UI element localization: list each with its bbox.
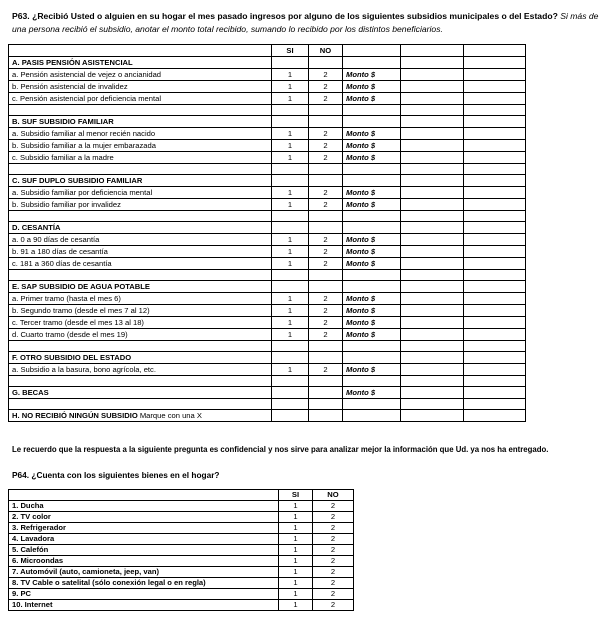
- blank-cell: [464, 399, 526, 410]
- si-code[interactable]: 1: [272, 128, 309, 140]
- table-row: [9, 293, 526, 305]
- blank-cell: [272, 57, 309, 69]
- blank-cell: [464, 222, 526, 234]
- no-subsidy-label: H. NO RECIBIÓ NINGÚN SUBSIDIO: [12, 410, 138, 420]
- section-title: C. SUF DUPLO SUBSIDIO FAMILIAR: [9, 175, 272, 187]
- goods-item-label: 6. Microondas: [9, 556, 279, 567]
- table-row: [9, 364, 526, 376]
- no-code[interactable]: 2: [313, 567, 354, 578]
- no-subsidy-cell: [9, 410, 272, 422]
- si-code[interactable]: 1: [272, 246, 309, 258]
- si-code[interactable]: 1: [279, 578, 313, 589]
- no-code[interactable]: 2: [309, 140, 343, 152]
- blank-cell: [9, 270, 272, 281]
- monto-input-cell[interactable]: [401, 140, 464, 152]
- monto-input-cell[interactable]: [401, 329, 464, 341]
- si-code[interactable]: 1: [279, 523, 313, 534]
- blank-cell: [464, 105, 526, 116]
- blank-cell: [9, 211, 272, 222]
- blank-cell: [272, 175, 309, 187]
- blank-cell: [401, 341, 464, 352]
- si-code[interactable]: 1: [272, 140, 309, 152]
- si-code[interactable]: 1: [272, 234, 309, 246]
- blank-cell: [464, 211, 526, 222]
- subsidy-label: c. Pensión asistencial por deficiencia mental: [9, 93, 272, 105]
- blank-cell: [464, 341, 526, 352]
- si-code[interactable]: 1: [279, 545, 313, 556]
- blank-cell: [464, 164, 526, 175]
- extra-cell[interactable]: [464, 69, 526, 81]
- blank-cell: [9, 105, 272, 116]
- monto-label: Monto $: [343, 293, 401, 305]
- blank-cell: [309, 222, 343, 234]
- question-63: [12, 10, 604, 36]
- si-code[interactable]: 1: [279, 567, 313, 578]
- si-code[interactable]: 1: [272, 293, 309, 305]
- monto-input-cell[interactable]: [401, 293, 464, 305]
- blank-cell: [343, 105, 401, 116]
- blank-cell: [401, 410, 464, 422]
- table-row: [9, 81, 526, 93]
- table-row: [9, 317, 526, 329]
- no-code[interactable]: 2: [309, 258, 343, 270]
- table-header-row: [9, 45, 526, 57]
- section-title-row: [9, 352, 526, 364]
- blank-cell: [309, 116, 343, 128]
- si-code[interactable]: 1: [272, 317, 309, 329]
- subsidy-label: b. Subsidio familiar por invalidez: [9, 199, 272, 211]
- si-code[interactable]: 1: [272, 81, 309, 93]
- si-code[interactable]: 1: [272, 258, 309, 270]
- section-title-row: [9, 175, 526, 187]
- si-code[interactable]: 1: [279, 556, 313, 567]
- monto-label: Monto $: [343, 187, 401, 199]
- monto-input-cell[interactable]: [401, 317, 464, 329]
- household-goods-table: [8, 489, 354, 611]
- extra-cell[interactable]: [464, 258, 526, 270]
- subsidy-label: b. Segundo tramo (desde el mes 7 al 12): [9, 305, 272, 317]
- extra-cell[interactable]: [464, 152, 526, 164]
- blank-cell: [272, 222, 309, 234]
- subsidy-label: a. Subsidio a la basura, bono agrícola, etc.: [9, 364, 272, 376]
- blank-cell: [464, 116, 526, 128]
- blank-cell: [464, 270, 526, 281]
- header-blank-cell: [343, 45, 401, 57]
- blank-cell: [343, 175, 401, 187]
- blank-cell: [401, 211, 464, 222]
- goods-item-label: 3. Refrigerador: [9, 523, 279, 534]
- subsidy-label: a. Pensión asistencial de vejez o ancianidad: [9, 69, 272, 81]
- header-blank-cell: [9, 45, 272, 57]
- spacer-row: [9, 164, 526, 175]
- section-title: B. SUF SUBSIDIO FAMILIAR: [9, 116, 272, 128]
- table-row: [9, 567, 354, 578]
- extra-cell[interactable]: [464, 93, 526, 105]
- table-row: [9, 152, 526, 164]
- monto-label: Monto $: [343, 81, 401, 93]
- monto-input-cell[interactable]: [401, 258, 464, 270]
- monto-input-cell[interactable]: [401, 187, 464, 199]
- blank-cell: [309, 399, 343, 410]
- subsidy-label: d. Cuarto tramo (desde el mes 19): [9, 329, 272, 341]
- header-si: SI: [279, 490, 313, 501]
- subsidy-label: a. 0 a 90 días de cesantía: [9, 234, 272, 246]
- blank-cell: [401, 399, 464, 410]
- extra-cell[interactable]: [464, 387, 526, 399]
- blank-cell: [464, 57, 526, 69]
- spacer-row: [9, 399, 526, 410]
- spacer-row: [9, 341, 526, 352]
- monto-label: Monto $: [343, 258, 401, 270]
- blank-cell: [464, 410, 526, 422]
- blank-cell: [272, 399, 309, 410]
- becas-row: [9, 387, 526, 399]
- no-code[interactable]: 2: [309, 69, 343, 81]
- monto-input-cell[interactable]: [401, 246, 464, 258]
- section-title-row: [9, 281, 526, 293]
- no-code[interactable]: 2: [309, 305, 343, 317]
- no-code[interactable]: 2: [313, 589, 354, 600]
- extra-cell[interactable]: [464, 199, 526, 211]
- no-code[interactable]: 2: [313, 523, 354, 534]
- monto-label: Monto $: [343, 199, 401, 211]
- blank-cell[interactable]: [272, 387, 309, 399]
- monto-label: Monto $: [343, 93, 401, 105]
- no-code[interactable]: 2: [309, 152, 343, 164]
- blank-cell: [309, 410, 343, 422]
- no-code[interactable]: 2: [309, 329, 343, 341]
- subsidy-label: b. Subsidio familiar a la mujer embarazada: [9, 140, 272, 152]
- blank-cell: [401, 175, 464, 187]
- section-title: A. PASIS PENSIÓN ASISTENCIAL: [9, 57, 272, 69]
- no-code[interactable]: 2: [313, 578, 354, 589]
- spacer-row: [9, 376, 526, 387]
- blank-cell: [9, 376, 272, 387]
- blank-cell: [401, 116, 464, 128]
- blank-cell: [343, 399, 401, 410]
- goods-item-label: 5. Calefón: [9, 545, 279, 556]
- table-row: [9, 258, 526, 270]
- monto-input-cell[interactable]: [401, 69, 464, 81]
- question-63-instruction: Si más de una persona recibió el subsidio, anotar el monto total recibido, sumando lo recibido por los distintos beneficiarios.: [12, 11, 599, 34]
- si-code[interactable]: 1: [279, 512, 313, 523]
- si-code[interactable]: 1: [272, 69, 309, 81]
- subsidy-label: c. Subsidio familiar a la madre: [9, 152, 272, 164]
- goods-item-label: 8. TV Cable o satelital (sólo conexión legal o en regla): [9, 578, 279, 589]
- si-code[interactable]: 1: [279, 589, 313, 600]
- header-no: NO: [313, 490, 354, 501]
- subsidy-label: a. Subsidio familiar por deficiencia mental: [9, 187, 272, 199]
- table-header-row: [9, 490, 354, 501]
- monto-label: Monto $: [343, 69, 401, 81]
- subsidy-label: c. 181 a 360 días de cesantía: [9, 258, 272, 270]
- subsidies-table: [8, 44, 526, 422]
- extra-cell[interactable]: [464, 81, 526, 93]
- goods-item-label: 1. Ducha: [9, 501, 279, 512]
- no-code[interactable]: 2: [309, 199, 343, 211]
- section-title: E. SAP SUBSIDIO DE AGUA POTABLE: [9, 281, 272, 293]
- no-code[interactable]: 2: [309, 293, 343, 305]
- table-row: [9, 534, 354, 545]
- extra-cell[interactable]: [464, 305, 526, 317]
- blank-cell: [464, 281, 526, 293]
- goods-item-label: 10. Internet: [9, 600, 279, 611]
- blank-cell: [343, 211, 401, 222]
- blank-cell: [401, 222, 464, 234]
- monto-input-cell[interactable]: [401, 81, 464, 93]
- blank-cell: [464, 352, 526, 364]
- blank-cell: [309, 164, 343, 175]
- extra-cell[interactable]: [464, 140, 526, 152]
- table-row: [9, 501, 354, 512]
- extra-cell[interactable]: [464, 234, 526, 246]
- si-code[interactable]: 1: [272, 305, 309, 317]
- no-code[interactable]: 2: [309, 317, 343, 329]
- blank-cell: [401, 270, 464, 281]
- monto-input-cell[interactable]: [401, 128, 464, 140]
- table-row: [9, 93, 526, 105]
- monto-label: Monto $: [343, 152, 401, 164]
- blank-cell: [309, 270, 343, 281]
- table-row: [9, 329, 526, 341]
- header-no: NO: [309, 45, 343, 57]
- monto-input-cell[interactable]: [401, 152, 464, 164]
- blank-cell: [309, 281, 343, 293]
- question-64-code: P64.: [12, 470, 30, 480]
- section-title-row: [9, 116, 526, 128]
- monto-label: Monto $: [343, 246, 401, 258]
- extra-cell[interactable]: [464, 246, 526, 258]
- table-row: [9, 128, 526, 140]
- blank-cell: [464, 376, 526, 387]
- blank-cell: [9, 164, 272, 175]
- header-blank-cell: [9, 490, 279, 501]
- monto-label: Monto $: [343, 329, 401, 341]
- no-code[interactable]: 2: [309, 246, 343, 258]
- no-code[interactable]: 2: [313, 600, 354, 611]
- blank-cell: [272, 352, 309, 364]
- subsidy-label: c. Tercer tramo (desde el mes 13 al 18): [9, 317, 272, 329]
- no-code[interactable]: 2: [309, 81, 343, 93]
- header-blank-cell: [401, 45, 464, 57]
- question-63-code: P63.: [12, 11, 30, 21]
- monto-input-cell[interactable]: [401, 199, 464, 211]
- extra-cell[interactable]: [464, 187, 526, 199]
- no-code[interactable]: 2: [309, 364, 343, 376]
- blank-cell: [343, 341, 401, 352]
- blank-cell: [343, 116, 401, 128]
- monto-input-cell[interactable]: [401, 234, 464, 246]
- blank-cell: [272, 341, 309, 352]
- no-code[interactable]: 2: [313, 534, 354, 545]
- blank-cell: [343, 57, 401, 69]
- question-64: [12, 470, 220, 480]
- header-blank-cell: [464, 45, 526, 57]
- no-code[interactable]: 2: [309, 187, 343, 199]
- mark-cell[interactable]: [272, 410, 309, 422]
- extra-cell[interactable]: [464, 128, 526, 140]
- table-row: [9, 589, 354, 600]
- subsidy-label: a. Subsidio familiar al menor recién nacido: [9, 128, 272, 140]
- blank-cell: [309, 105, 343, 116]
- header-si: SI: [272, 45, 309, 57]
- monto-label: Monto $: [343, 364, 401, 376]
- blank-cell: [401, 352, 464, 364]
- confidentiality-note: Le recuerdo que la respuesta a la siguiente pregunta es confidencial y nos sirve para analizar mejor la información que Ud. ya nos ha entregado.: [12, 445, 549, 454]
- subsidy-label: b. 91 a 180 días de cesantía: [9, 246, 272, 258]
- table-row: [9, 600, 354, 611]
- blank-cell: [9, 341, 272, 352]
- question-63-text: ¿Recibió Usted o alguien en su hogar el mes pasado ingresos por alguno de los siguientes subsidios municipales o del Estado?: [32, 11, 558, 21]
- table-row: [9, 523, 354, 534]
- si-code[interactable]: 1: [272, 199, 309, 211]
- no-code[interactable]: 2: [313, 556, 354, 567]
- no-code[interactable]: 2: [309, 93, 343, 105]
- goods-item-label: 9. PC: [9, 589, 279, 600]
- monto-label: Monto $: [343, 387, 401, 399]
- si-code[interactable]: 1: [272, 187, 309, 199]
- table-row: [9, 234, 526, 246]
- monto-input-cell[interactable]: [401, 305, 464, 317]
- blank-cell: [309, 211, 343, 222]
- blank-cell: [464, 175, 526, 187]
- table-row: [9, 545, 354, 556]
- extra-cell[interactable]: [464, 317, 526, 329]
- question-64-text: ¿Cuenta con los siguientes bienes en el hogar?: [31, 470, 220, 480]
- blank-cell: [309, 352, 343, 364]
- si-code[interactable]: 1: [279, 534, 313, 545]
- monto-label: Monto $: [343, 234, 401, 246]
- blank-cell: [343, 352, 401, 364]
- no-code[interactable]: 2: [313, 501, 354, 512]
- blank-cell: [343, 281, 401, 293]
- no-code[interactable]: 2: [313, 545, 354, 556]
- section-title-row: [9, 222, 526, 234]
- monto-input-cell[interactable]: [401, 387, 464, 399]
- blank-cell: [401, 281, 464, 293]
- blank-cell: [309, 341, 343, 352]
- blank-cell: [309, 376, 343, 387]
- extra-cell[interactable]: [464, 329, 526, 341]
- table-row: [9, 578, 354, 589]
- si-code[interactable]: 1: [279, 501, 313, 512]
- no-code[interactable]: 2: [309, 234, 343, 246]
- becas-label: G. BECAS: [9, 387, 272, 399]
- si-code[interactable]: 1: [279, 600, 313, 611]
- blank-cell: [401, 57, 464, 69]
- table-row: [9, 199, 526, 211]
- no-subsidy-instruction: Marque con una X: [139, 410, 202, 420]
- blank-cell: [272, 211, 309, 222]
- table-row: [9, 512, 354, 523]
- blank-cell: [272, 376, 309, 387]
- section-title-row: [9, 57, 526, 69]
- spacer-row: [9, 270, 526, 281]
- blank-cell: [343, 270, 401, 281]
- si-code[interactable]: 1: [272, 152, 309, 164]
- goods-item-label: 2. TV color: [9, 512, 279, 523]
- table-row: [9, 187, 526, 199]
- monto-label: Monto $: [343, 128, 401, 140]
- blank-cell[interactable]: [309, 387, 343, 399]
- si-code[interactable]: 1: [272, 364, 309, 376]
- goods-item-label: 7. Automóvil (auto, camioneta, jeep, van): [9, 567, 279, 578]
- monto-label: Monto $: [343, 305, 401, 317]
- subsidy-label: a. Primer tramo (hasta el mes 6): [9, 293, 272, 305]
- blank-cell: [343, 410, 401, 422]
- blank-cell: [272, 116, 309, 128]
- blank-cell: [401, 164, 464, 175]
- blank-cell: [272, 281, 309, 293]
- monto-label: Monto $: [343, 140, 401, 152]
- no-code[interactable]: 2: [313, 512, 354, 523]
- blank-cell: [272, 105, 309, 116]
- blank-cell: [272, 270, 309, 281]
- subsidy-label: b. Pensión asistencial de invalidez: [9, 81, 272, 93]
- spacer-row: [9, 211, 526, 222]
- extra-cell[interactable]: [464, 364, 526, 376]
- table-row: [9, 305, 526, 317]
- spacer-row: [9, 105, 526, 116]
- monto-label: Monto $: [343, 317, 401, 329]
- no-code[interactable]: 2: [309, 128, 343, 140]
- no-subsidy-row: [9, 410, 526, 422]
- si-code[interactable]: 1: [272, 93, 309, 105]
- table-row: [9, 69, 526, 81]
- blank-cell: [309, 57, 343, 69]
- monto-input-cell[interactable]: [401, 93, 464, 105]
- blank-cell: [272, 164, 309, 175]
- section-title: D. CESANTÍA: [9, 222, 272, 234]
- blank-cell: [309, 175, 343, 187]
- blank-cell: [343, 376, 401, 387]
- si-code[interactable]: 1: [272, 329, 309, 341]
- blank-cell: [9, 399, 272, 410]
- monto-input-cell[interactable]: [401, 364, 464, 376]
- blank-cell: [401, 376, 464, 387]
- table-row: [9, 246, 526, 258]
- table-row: [9, 140, 526, 152]
- goods-item-label: 4. Lavadora: [9, 534, 279, 545]
- section-title: F. OTRO SUBSIDIO DEL ESTADO: [9, 352, 272, 364]
- blank-cell: [343, 222, 401, 234]
- blank-cell: [343, 164, 401, 175]
- extra-cell[interactable]: [464, 293, 526, 305]
- table-row: [9, 556, 354, 567]
- blank-cell: [401, 105, 464, 116]
